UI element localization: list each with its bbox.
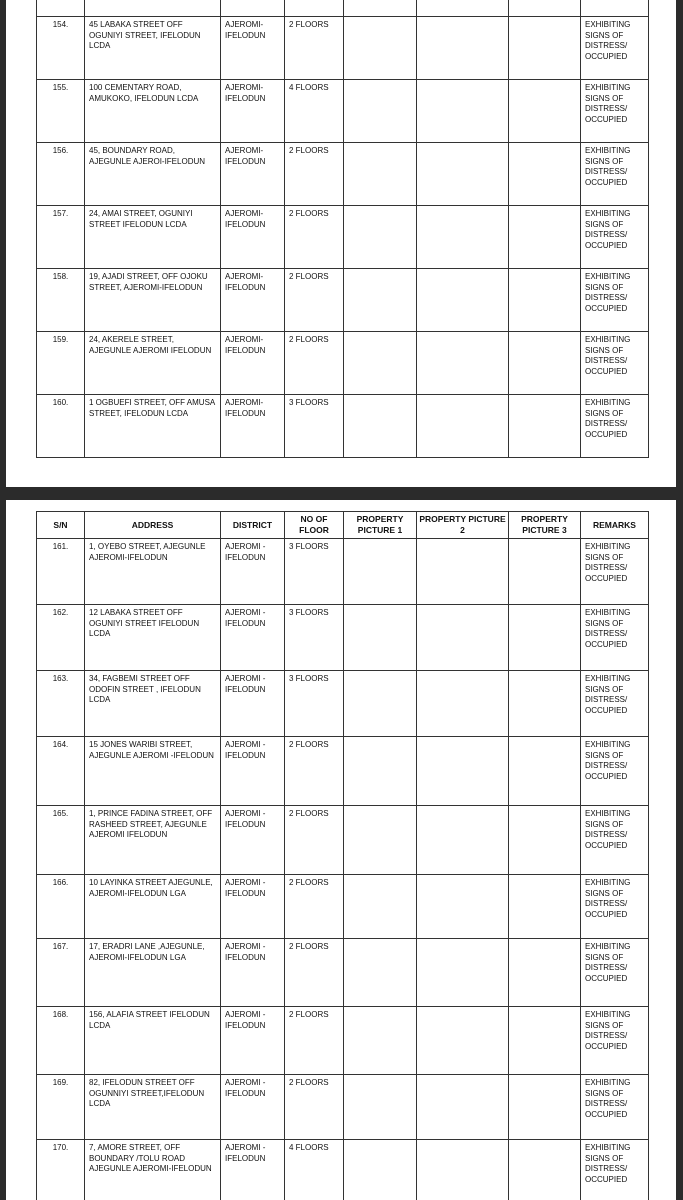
document-page-2 bbox=[6, 500, 676, 1200]
sn-cell: 161. bbox=[37, 539, 85, 605]
property-picture-1-cell bbox=[344, 605, 417, 671]
table-row bbox=[37, 143, 649, 206]
property-picture-3-cell bbox=[509, 17, 581, 80]
district-cell: AJEROMI - IFELODUN bbox=[221, 1140, 285, 1200]
remarks-cell: EXHIBITING SIGNS OF DISTRESS/ OCCUPIED bbox=[581, 1140, 649, 1200]
property-picture-3-cell bbox=[509, 1007, 581, 1075]
address-cell: 1, PRINCE FADINA STREET, OFF RASHEED STREET, AJEGUNLE AJEROMI IFELODUN bbox=[85, 806, 221, 875]
remarks-cell: EXHIBITING SIGNS OF DISTRESS/ OCCUPIED bbox=[581, 332, 649, 395]
property-picture-3-cell bbox=[509, 875, 581, 939]
floors-cell: 2 FLOORS bbox=[285, 332, 344, 395]
sn-cell: 163. bbox=[37, 671, 85, 737]
sn-cell: 162. bbox=[37, 605, 85, 671]
property-picture-2-cell bbox=[417, 332, 509, 395]
address-cell: 15 JONES WARIBI STREET, AJEGUNLE AJEROMI -IFELODUN bbox=[85, 737, 221, 806]
sn-cell: 160. bbox=[37, 395, 85, 458]
table-row bbox=[37, 605, 649, 671]
address-cell: 19, AJADI STREET, OFF OJOKU STREET, AJEROMI-IFELODUN bbox=[85, 269, 221, 332]
property-picture-3-cell bbox=[509, 269, 581, 332]
remarks-cell: EXHIBITING SIGNS OF DISTRESS/ OCCUPIED bbox=[581, 539, 649, 605]
remarks-cell: EXHIBITING SIGNS OF DISTRESS/ OCCUPIED bbox=[581, 395, 649, 458]
property-picture-3-cell bbox=[509, 206, 581, 269]
address-cell: 1 OGBUEFI STREET, OFF AMUSA STREET, IFELODUN LCDA bbox=[85, 395, 221, 458]
property-picture-1-cell bbox=[344, 17, 417, 80]
district-cell: AJEROMI-IFELODUN bbox=[221, 332, 285, 395]
property-picture-1-cell bbox=[344, 332, 417, 395]
sn-cell: 157. bbox=[37, 206, 85, 269]
property-picture-2-cell bbox=[417, 206, 509, 269]
property-picture-1-cell bbox=[344, 1075, 417, 1140]
district-cell: AJEROMI-IFELODUN bbox=[221, 395, 285, 458]
address-cell: 7, AMORE STREET, OFF BOUNDARY /TOLU ROAD AJEGUNLE AJEROMI-IFELODUN bbox=[85, 1140, 221, 1200]
sn-cell bbox=[37, 0, 85, 17]
table-row bbox=[37, 0, 649, 17]
district-cell: AJEROMI-IFELODUN bbox=[221, 143, 285, 206]
property-picture-1-cell bbox=[344, 206, 417, 269]
table-row bbox=[37, 1007, 649, 1075]
address-cell: 45 LABAKA STREET OFF OGUNIYI STREET, IFELODUN LCDA bbox=[85, 17, 221, 80]
property-picture-1-cell bbox=[344, 80, 417, 143]
district-cell: AJEROMI - IFELODUN bbox=[221, 539, 285, 605]
property-picture-3-cell bbox=[509, 80, 581, 143]
table-row bbox=[37, 206, 649, 269]
floors-cell: 4 FLOORS bbox=[285, 1140, 344, 1200]
sn-cell: 170. bbox=[37, 1140, 85, 1200]
address-cell: 17, ERADRI LANE ,AJEGUNLE, AJEROMI-IFELODUN LGA bbox=[85, 939, 221, 1007]
table-row bbox=[37, 737, 649, 806]
property-table bbox=[36, 511, 649, 1200]
floors-cell: 3 FLOORS bbox=[285, 671, 344, 737]
remarks-cell: EXHIBITING SIGNS OF DISTRESS/ OCCUPIED bbox=[581, 671, 649, 737]
sn-cell: 156. bbox=[37, 143, 85, 206]
property-picture-2-cell bbox=[417, 143, 509, 206]
district-cell: AJEROMI - IFELODUN bbox=[221, 875, 285, 939]
property-picture-3-cell bbox=[509, 539, 581, 605]
floors-cell: 2 FLOORS bbox=[285, 939, 344, 1007]
property-picture-3-cell bbox=[509, 605, 581, 671]
floors-cell: 2 FLOORS bbox=[285, 737, 344, 806]
property-picture-2-cell bbox=[417, 737, 509, 806]
header-remarks: REMARKS bbox=[581, 512, 649, 539]
floors-cell: 3 FLOORS bbox=[285, 539, 344, 605]
property-picture-3-cell bbox=[509, 143, 581, 206]
property-picture-3-cell bbox=[509, 671, 581, 737]
sn-cell: 169. bbox=[37, 1075, 85, 1140]
property-picture-2-cell bbox=[417, 539, 509, 605]
floors-cell: 2 FLOORS bbox=[285, 269, 344, 332]
district-cell: AJEROMI - IFELODUN bbox=[221, 806, 285, 875]
property-picture-3-cell bbox=[509, 806, 581, 875]
floors-cell: 2 FLOORS bbox=[285, 806, 344, 875]
property-picture-2-cell bbox=[417, 605, 509, 671]
sn-cell: 154. bbox=[37, 17, 85, 80]
property-picture-2-cell bbox=[417, 395, 509, 458]
property-picture-1-cell bbox=[344, 737, 417, 806]
remarks-cell: EXHIBITING SIGNS OF DISTRESS/ OCCUPIED bbox=[581, 17, 649, 80]
property-picture-1-cell bbox=[344, 806, 417, 875]
floors-cell: 2 FLOORS bbox=[285, 1075, 344, 1140]
table-row bbox=[37, 539, 649, 605]
property-picture-1-cell bbox=[344, 0, 417, 17]
floors-cell: 2 FLOORS bbox=[285, 1007, 344, 1075]
property-picture-1-cell bbox=[344, 875, 417, 939]
property-picture-1-cell bbox=[344, 269, 417, 332]
table-row bbox=[37, 269, 649, 332]
property-picture-1-cell bbox=[344, 1140, 417, 1200]
header-pic3: PROPERTY PICTURE 3 bbox=[509, 512, 581, 539]
property-picture-1-cell bbox=[344, 671, 417, 737]
address-cell: 24, AMAI STREET, OGUNIYI STREET IFELODUN LCDA bbox=[85, 206, 221, 269]
property-picture-3-cell bbox=[509, 0, 581, 17]
district-cell: AJEROMI - IFELODUN bbox=[221, 1007, 285, 1075]
property-picture-3-cell bbox=[509, 1075, 581, 1140]
floors-cell: 3 FLOORS bbox=[285, 605, 344, 671]
header-pic1: PROPERTY PICTURE 1 bbox=[344, 512, 417, 539]
property-picture-3-cell bbox=[509, 395, 581, 458]
table-row bbox=[37, 332, 649, 395]
property-picture-2-cell bbox=[417, 1140, 509, 1200]
district-cell: AJEROMI - IFELODUN bbox=[221, 939, 285, 1007]
table-row bbox=[37, 806, 649, 875]
address-cell: 100 CEMENTARY ROAD, AMUKOKO, IFELODUN LCDA bbox=[85, 80, 221, 143]
remarks-cell: EXHIBITING SIGNS OF DISTRESS/ OCCUPIED bbox=[581, 875, 649, 939]
address-cell: 1, OYEBO STREET, AJEGUNLE AJEROMI-IFELODUN bbox=[85, 539, 221, 605]
table-row bbox=[37, 395, 649, 458]
floors-cell: 2 FLOORS bbox=[285, 17, 344, 80]
sn-cell: 168. bbox=[37, 1007, 85, 1075]
property-picture-1-cell bbox=[344, 1007, 417, 1075]
header-pic2: PROPERTY PICTURE 2 bbox=[417, 512, 509, 539]
remarks-cell: EXHIBITING SIGNS OF DISTRESS/ OCCUPIED bbox=[581, 1075, 649, 1140]
property-picture-2-cell bbox=[417, 269, 509, 332]
remarks-cell bbox=[581, 0, 649, 17]
remarks-cell: EXHIBITING SIGNS OF DISTRESS/ OCCUPIED bbox=[581, 737, 649, 806]
document-page-1 bbox=[6, 0, 676, 487]
remarks-cell: EXHIBITING SIGNS OF DISTRESS/ OCCUPIED bbox=[581, 939, 649, 1007]
property-picture-3-cell bbox=[509, 737, 581, 806]
sn-cell: 155. bbox=[37, 80, 85, 143]
property-picture-3-cell bbox=[509, 1140, 581, 1200]
property-picture-2-cell bbox=[417, 1007, 509, 1075]
property-picture-1-cell bbox=[344, 143, 417, 206]
table-row bbox=[37, 1140, 649, 1200]
table-row bbox=[37, 939, 649, 1007]
header-sn: S/N bbox=[37, 512, 85, 539]
property-picture-2-cell bbox=[417, 939, 509, 1007]
district-cell bbox=[221, 0, 285, 17]
floors-cell bbox=[285, 0, 344, 17]
remarks-cell: EXHIBITING SIGNS OF DISTRESS/ OCCUPIED bbox=[581, 806, 649, 875]
property-picture-2-cell bbox=[417, 80, 509, 143]
table-header-row bbox=[37, 512, 649, 539]
address-cell: 10 LAYINKA STREET AJEGUNLE, AJEROMI-IFELODUN LGA bbox=[85, 875, 221, 939]
table-row bbox=[37, 671, 649, 737]
address-cell bbox=[85, 0, 221, 17]
district-cell: AJEROMI - IFELODUN bbox=[221, 605, 285, 671]
remarks-cell: EXHIBITING SIGNS OF DISTRESS/ OCCUPIED bbox=[581, 269, 649, 332]
address-cell: 24, AKERELE STREET, AJEGUNLE AJEROMI IFELODUN bbox=[85, 332, 221, 395]
floors-cell: 2 FLOORS bbox=[285, 143, 344, 206]
district-cell: AJEROMI - IFELODUN bbox=[221, 671, 285, 737]
remarks-cell: EXHIBITING SIGNS OF DISTRESS/ OCCUPIED bbox=[581, 80, 649, 143]
remarks-cell: EXHIBITING SIGNS OF DISTRESS/ OCCUPIED bbox=[581, 605, 649, 671]
property-picture-1-cell bbox=[344, 395, 417, 458]
address-cell: 34, FAGBEMI STREET OFF ODOFIN STREET , IFELODUN LCDA bbox=[85, 671, 221, 737]
property-picture-1-cell bbox=[344, 939, 417, 1007]
district-cell: AJEROMI-IFELODUN bbox=[221, 80, 285, 143]
table-row bbox=[37, 17, 649, 80]
property-picture-2-cell bbox=[417, 17, 509, 80]
floors-cell: 2 FLOORS bbox=[285, 875, 344, 939]
address-cell: 12 LABAKA STREET OFF OGUNIYI STREET IFELODUN LCDA bbox=[85, 605, 221, 671]
floors-cell: 4 FLOORS bbox=[285, 80, 344, 143]
sn-cell: 167. bbox=[37, 939, 85, 1007]
district-cell: AJEROMI-IFELODUN bbox=[221, 269, 285, 332]
sn-cell: 164. bbox=[37, 737, 85, 806]
sn-cell: 159. bbox=[37, 332, 85, 395]
district-cell: AJEROMI-IFELODUN bbox=[221, 17, 285, 80]
table-row bbox=[37, 80, 649, 143]
property-picture-3-cell bbox=[509, 939, 581, 1007]
sn-cell: 158. bbox=[37, 269, 85, 332]
header-address: ADDRESS bbox=[85, 512, 221, 539]
remarks-cell: EXHIBITING SIGNS OF DISTRESS/ OCCUPIED bbox=[581, 143, 649, 206]
table-row bbox=[37, 1075, 649, 1140]
property-picture-1-cell bbox=[344, 539, 417, 605]
floors-cell: 2 FLOORS bbox=[285, 206, 344, 269]
address-cell: 45, BOUNDARY ROAD, AJEGUNLE AJEROI-IFELODUN bbox=[85, 143, 221, 206]
property-picture-2-cell bbox=[417, 875, 509, 939]
table-row bbox=[37, 875, 649, 939]
floors-cell: 3 FLOORS bbox=[285, 395, 344, 458]
property-picture-3-cell bbox=[509, 332, 581, 395]
property-picture-2-cell bbox=[417, 1075, 509, 1140]
remarks-cell: EXHIBITING SIGNS OF DISTRESS/ OCCUPIED bbox=[581, 1007, 649, 1075]
sn-cell: 166. bbox=[37, 875, 85, 939]
address-cell: 156, ALAFIA STREET IFELODUN LCDA bbox=[85, 1007, 221, 1075]
sn-cell: 165. bbox=[37, 806, 85, 875]
district-cell: AJEROMI - IFELODUN bbox=[221, 737, 285, 806]
property-picture-2-cell bbox=[417, 0, 509, 17]
remarks-cell: EXHIBITING SIGNS OF DISTRESS/ OCCUPIED bbox=[581, 206, 649, 269]
address-cell: 82, IFELODUN STREET OFF OGUNNIYI STREET,IFELODUN LCDA bbox=[85, 1075, 221, 1140]
property-table-continued bbox=[36, 0, 649, 458]
property-picture-2-cell bbox=[417, 671, 509, 737]
district-cell: AJEROMI-IFELODUN bbox=[221, 206, 285, 269]
district-cell: AJEROMI - IFELODUN bbox=[221, 1075, 285, 1140]
header-district: DISTRICT bbox=[221, 512, 285, 539]
property-picture-2-cell bbox=[417, 806, 509, 875]
header-floors: NO OF FLOOR bbox=[285, 512, 344, 539]
